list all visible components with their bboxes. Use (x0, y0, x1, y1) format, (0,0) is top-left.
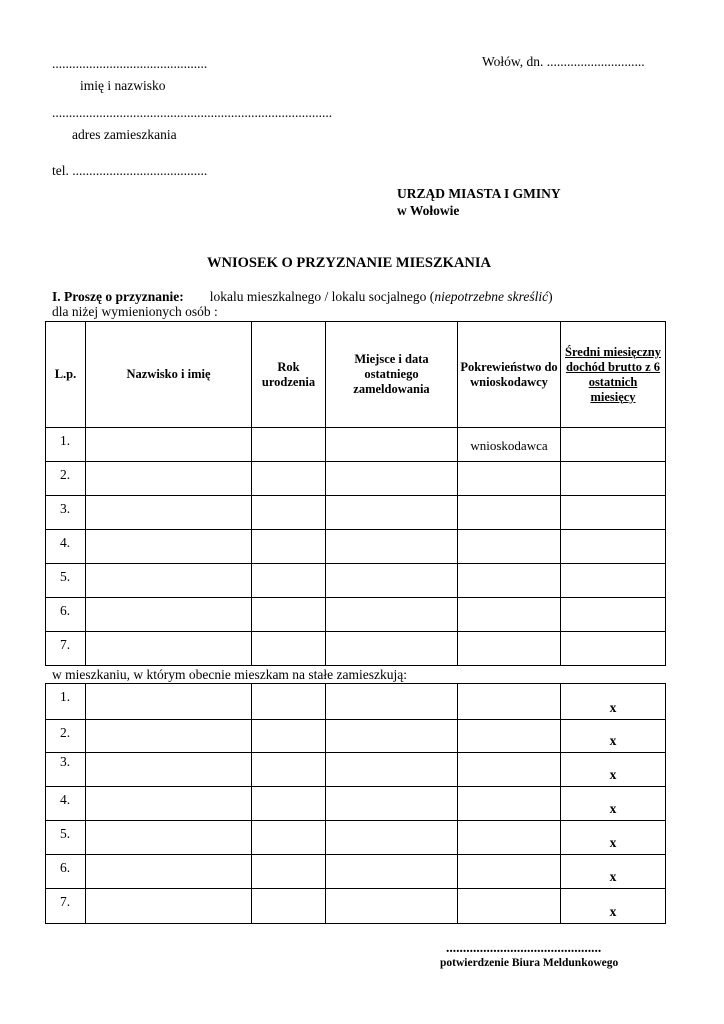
header-birth: Rok urodzenia (252, 322, 326, 428)
header-name: Nazwisko i imię (86, 322, 252, 428)
cell-birth (252, 428, 326, 462)
signature-dots: .............................................. (446, 940, 602, 955)
table-row (46, 598, 666, 632)
row-number: 4. (46, 787, 86, 821)
address-dots: ................................................................................... (52, 105, 333, 120)
mark-x: x (561, 787, 666, 821)
table-row (46, 684, 666, 720)
row-number: 1. (46, 684, 86, 720)
section1-close: ) (548, 289, 553, 304)
section1-options: lokalu mieszkalnego / lokalu socjalnego ( (209, 289, 435, 304)
name-dots: .............................................. (52, 56, 208, 71)
cell-name (86, 428, 252, 462)
persons-table (45, 321, 666, 666)
address-label: adres zamieszkania (72, 127, 177, 142)
row-number: 4. (46, 530, 86, 564)
header-relation: Pokrewieństwo do wnioskodawcy (458, 322, 561, 428)
mark-x: x (561, 684, 666, 720)
mark-x: x (561, 753, 666, 787)
signature-label: potwierdzenie Biura Meldunkowego (440, 957, 619, 969)
mark-x: x (561, 889, 666, 924)
table-row (46, 753, 666, 787)
residents-table (45, 683, 666, 924)
header-lp: L.p. (46, 322, 86, 428)
header-income: Średni miesięczny dochód brutto z 6 ostatnich miesięcy (561, 322, 666, 428)
recipient-line2: w Wołowie (397, 203, 460, 218)
row-number: 2. (46, 720, 86, 753)
section1-label: I. Proszę o przyznanie: (52, 289, 184, 304)
place-date: Wołów, dn. ............................. (482, 54, 645, 69)
cell-income (561, 428, 666, 462)
table-row (46, 720, 666, 753)
row-number: 3. (46, 753, 86, 787)
row-number: 1. (46, 428, 86, 462)
cell-place (326, 428, 458, 462)
row-number: 5. (46, 564, 86, 598)
table-row (46, 428, 666, 462)
table-row (46, 632, 666, 666)
table-row (46, 821, 666, 855)
table-row (46, 855, 666, 889)
table-row (46, 787, 666, 821)
phone-line: tel. ........................................ (52, 163, 208, 178)
table-header-row (46, 322, 666, 428)
row-number: 7. (46, 632, 86, 666)
table-row (46, 462, 666, 496)
cell-relation: wnioskodawca (458, 428, 561, 462)
row-number: 6. (46, 598, 86, 632)
table-row (46, 530, 666, 564)
row-number: 3. (46, 496, 86, 530)
row-number: 6. (46, 855, 86, 889)
section1-note: niepotrzebne skreślić (434, 289, 549, 304)
row-number: 2. (46, 462, 86, 496)
table-row (46, 564, 666, 598)
section1-subline: dla niżej wymienionych osób : (52, 304, 218, 319)
header-place: Miejsce i data ostatniego zameldowania (326, 322, 458, 428)
table-row (46, 496, 666, 530)
name-label: imię i nazwisko (80, 78, 166, 93)
document-title: WNIOSEK O PRZYZNANIE MIESZKANIA (207, 255, 492, 271)
mark-x: x (561, 821, 666, 855)
mark-x: x (561, 855, 666, 889)
row-number: 5. (46, 821, 86, 855)
mark-x: x (561, 720, 666, 753)
recipient-line1: URZĄD MIASTA I GMINY (397, 186, 561, 201)
table-row (46, 889, 666, 924)
section2-label: w mieszkaniu, w którym obecnie mieszkam na stałe zamieszkują: (52, 667, 408, 682)
row-number: 7. (46, 889, 86, 924)
section1-line (52, 289, 553, 305)
